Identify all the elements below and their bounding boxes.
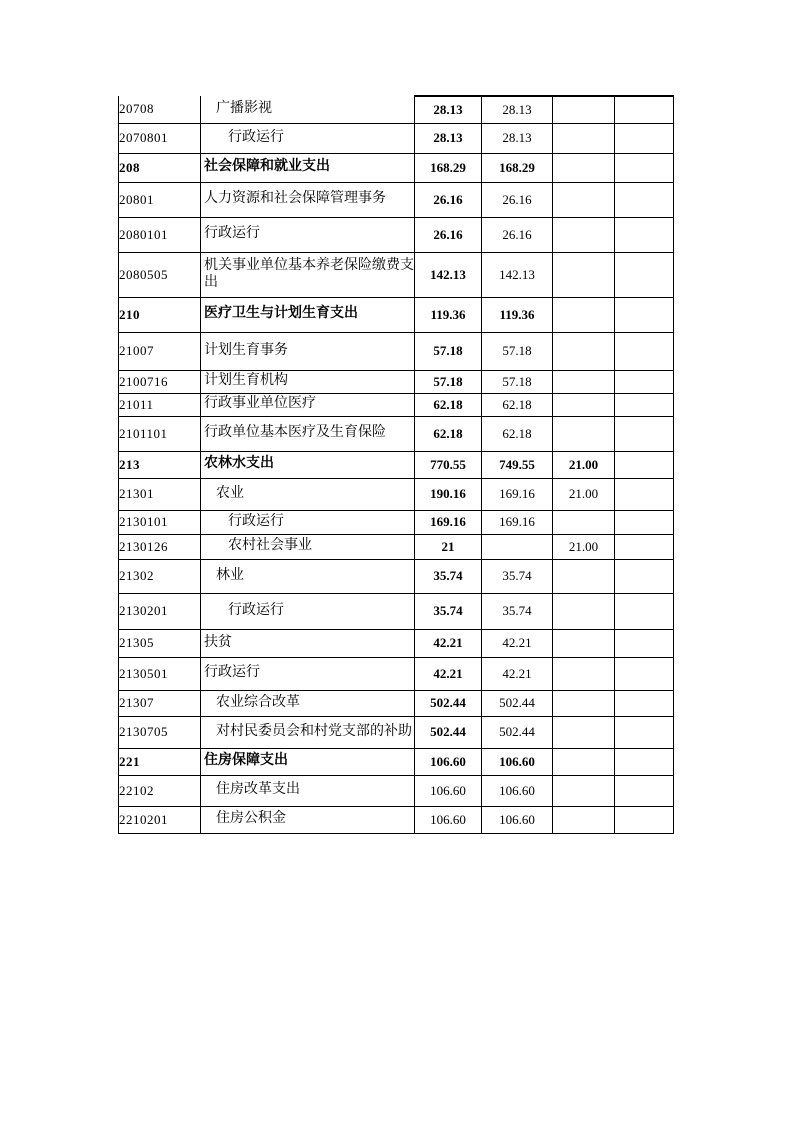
value-cell-4 xyxy=(615,451,674,478)
budget-expenditure-table xyxy=(118,95,674,834)
code-cell: 2070801 xyxy=(119,123,201,153)
table-row xyxy=(119,153,674,182)
value-cell-1: 106.60 xyxy=(415,775,482,806)
value-cell-4 xyxy=(615,182,674,217)
item-name-cell: 农业综合改革 xyxy=(201,690,415,716)
table-row xyxy=(119,370,674,393)
value-cell-2: 106.60 xyxy=(482,775,553,806)
value-cell-1: 106.60 xyxy=(415,806,482,833)
item-name-cell: 行政运行 xyxy=(201,657,415,690)
item-name-cell: 住房公积金 xyxy=(201,806,415,833)
code-cell: 20801 xyxy=(119,182,201,217)
table-row xyxy=(119,478,674,510)
code-cell: 2100716 xyxy=(119,370,201,393)
value-cell-2: 502.44 xyxy=(482,690,553,716)
item-name-cell: 行政事业单位医疗 xyxy=(201,393,415,416)
value-cell-1: 57.18 xyxy=(415,370,482,393)
table-row xyxy=(119,690,674,716)
item-name-cell: 人力资源和社会保障管理事务 xyxy=(201,182,415,217)
code-cell: 2130101 xyxy=(119,510,201,534)
item-name-cell: 住房改革支出 xyxy=(201,775,415,806)
value-cell-2: 57.18 xyxy=(482,370,553,393)
value-cell-3 xyxy=(553,416,615,451)
value-cell-3 xyxy=(553,657,615,690)
value-cell-4 xyxy=(615,393,674,416)
value-cell-4 xyxy=(615,593,674,629)
value-cell-2: 28.13 xyxy=(482,96,553,123)
value-cell-4 xyxy=(615,690,674,716)
value-cell-4 xyxy=(615,775,674,806)
value-cell-4 xyxy=(615,510,674,534)
value-cell-3 xyxy=(553,593,615,629)
value-cell-2: 26.16 xyxy=(482,217,553,252)
value-cell-1: 169.16 xyxy=(415,510,482,534)
value-cell-1: 26.16 xyxy=(415,217,482,252)
value-cell-4 xyxy=(615,657,674,690)
value-cell-1: 21 xyxy=(415,534,482,559)
table-row xyxy=(119,332,674,370)
value-cell-4 xyxy=(615,748,674,775)
value-cell-3 xyxy=(553,370,615,393)
value-cell-2: 168.29 xyxy=(482,153,553,182)
value-cell-1: 62.18 xyxy=(415,416,482,451)
table-row xyxy=(119,182,674,217)
value-cell-3 xyxy=(553,393,615,416)
value-cell-1: 42.21 xyxy=(415,657,482,690)
item-name-cell: 林业 xyxy=(201,559,415,593)
value-cell-3 xyxy=(553,690,615,716)
value-cell-4 xyxy=(615,416,674,451)
value-cell-1: 106.60 xyxy=(415,748,482,775)
code-cell: 2101101 xyxy=(119,416,201,451)
table-row xyxy=(119,123,674,153)
value-cell-3 xyxy=(553,123,615,153)
value-cell-1: 57.18 xyxy=(415,332,482,370)
item-name-cell: 计划生育机构 xyxy=(201,370,415,393)
item-name-cell: 农业 xyxy=(201,478,415,510)
value-cell-4 xyxy=(615,478,674,510)
value-cell-3: 21.00 xyxy=(553,451,615,478)
value-cell-2: 28.13 xyxy=(482,123,553,153)
code-cell: 2210201 xyxy=(119,806,201,833)
item-name-cell: 对村民委员会和村党支部的补助 xyxy=(201,716,415,748)
value-cell-3 xyxy=(553,332,615,370)
value-cell-3 xyxy=(553,96,615,123)
value-cell-2: 62.18 xyxy=(482,416,553,451)
value-cell-4 xyxy=(615,123,674,153)
value-cell-1: 190.16 xyxy=(415,478,482,510)
value-cell-2: 42.21 xyxy=(482,657,553,690)
value-cell-1: 28.13 xyxy=(415,96,482,123)
value-cell-4 xyxy=(615,96,674,123)
value-cell-2: 169.16 xyxy=(482,510,553,534)
table-row xyxy=(119,716,674,748)
value-cell-4 xyxy=(615,332,674,370)
value-cell-1: 119.36 xyxy=(415,297,482,332)
value-cell-2: 119.36 xyxy=(482,297,553,332)
value-cell-3 xyxy=(553,559,615,593)
item-name-cell: 计划生育事务 xyxy=(201,332,415,370)
code-cell: 21302 xyxy=(119,559,201,593)
table-row xyxy=(119,629,674,657)
budget-table-body xyxy=(119,96,674,833)
item-name-cell: 农村社会事业 xyxy=(201,534,415,559)
table-row xyxy=(119,806,674,833)
value-cell-3: 21.00 xyxy=(553,478,615,510)
value-cell-2: 35.74 xyxy=(482,593,553,629)
value-cell-2: 62.18 xyxy=(482,393,553,416)
value-cell-4 xyxy=(615,806,674,833)
item-name-cell: 行政单位基本医疗及生育保险 xyxy=(201,416,415,451)
item-name-cell: 扶贫 xyxy=(201,629,415,657)
value-cell-1: 42.21 xyxy=(415,629,482,657)
code-cell: 208 xyxy=(119,153,201,182)
code-cell: 2080101 xyxy=(119,217,201,252)
code-cell: 2130501 xyxy=(119,657,201,690)
value-cell-2: 142.13 xyxy=(482,252,553,297)
table-row xyxy=(119,657,674,690)
item-name-cell: 社会保障和就业支出 xyxy=(201,153,415,182)
value-cell-3 xyxy=(553,510,615,534)
item-name-cell: 农林水支出 xyxy=(201,451,415,478)
code-cell: 21305 xyxy=(119,629,201,657)
value-cell-1: 26.16 xyxy=(415,182,482,217)
value-cell-1: 142.13 xyxy=(415,252,482,297)
item-name-cell: 行政运行 xyxy=(201,593,415,629)
item-name-cell: 行政运行 xyxy=(201,217,415,252)
table-row xyxy=(119,217,674,252)
value-cell-4 xyxy=(615,217,674,252)
value-cell-3 xyxy=(553,806,615,833)
value-cell-4 xyxy=(615,629,674,657)
value-cell-3 xyxy=(553,217,615,252)
value-cell-4 xyxy=(615,297,674,332)
code-cell: 221 xyxy=(119,748,201,775)
code-cell: 21307 xyxy=(119,690,201,716)
value-cell-3 xyxy=(553,297,615,332)
code-cell: 21007 xyxy=(119,332,201,370)
table-row xyxy=(119,393,674,416)
code-cell: 22102 xyxy=(119,775,201,806)
value-cell-2: 106.60 xyxy=(482,748,553,775)
value-cell-1: 770.55 xyxy=(415,451,482,478)
value-cell-1: 502.44 xyxy=(415,716,482,748)
item-name-cell: 行政运行 xyxy=(201,123,415,153)
item-name-cell: 机关事业单位基本养老保险缴费支出 xyxy=(201,252,415,297)
value-cell-4 xyxy=(615,534,674,559)
value-cell-2: 26.16 xyxy=(482,182,553,217)
value-cell-2: 42.21 xyxy=(482,629,553,657)
item-name-cell: 行政运行 xyxy=(201,510,415,534)
value-cell-2: 502.44 xyxy=(482,716,553,748)
value-cell-2 xyxy=(482,534,553,559)
value-cell-3: 21.00 xyxy=(553,534,615,559)
table-row xyxy=(119,451,674,478)
value-cell-4 xyxy=(615,370,674,393)
table-row xyxy=(119,297,674,332)
code-cell: 2130705 xyxy=(119,716,201,748)
value-cell-1: 35.74 xyxy=(415,593,482,629)
item-name-cell: 住房保障支出 xyxy=(201,748,415,775)
table-row xyxy=(119,534,674,559)
value-cell-4 xyxy=(615,559,674,593)
table-row xyxy=(119,96,674,123)
code-cell: 2130126 xyxy=(119,534,201,559)
table-row xyxy=(119,252,674,297)
value-cell-2: 169.16 xyxy=(482,478,553,510)
code-cell: 21301 xyxy=(119,478,201,510)
value-cell-2: 749.55 xyxy=(482,451,553,478)
table-row xyxy=(119,593,674,629)
item-name-cell: 医疗卫生与计划生育支出 xyxy=(201,297,415,332)
value-cell-3 xyxy=(553,182,615,217)
value-cell-1: 35.74 xyxy=(415,559,482,593)
value-cell-3 xyxy=(553,748,615,775)
table-row xyxy=(119,559,674,593)
value-cell-4 xyxy=(615,153,674,182)
value-cell-2: 35.74 xyxy=(482,559,553,593)
table-row xyxy=(119,416,674,451)
value-cell-2: 57.18 xyxy=(482,332,553,370)
code-cell: 210 xyxy=(119,297,201,332)
table-row xyxy=(119,748,674,775)
table-row xyxy=(119,510,674,534)
code-cell: 213 xyxy=(119,451,201,478)
value-cell-1: 502.44 xyxy=(415,690,482,716)
code-cell: 20708 xyxy=(119,96,201,123)
value-cell-1: 62.18 xyxy=(415,393,482,416)
value-cell-1: 28.13 xyxy=(415,123,482,153)
item-name-cell: 广播影视 xyxy=(201,96,415,123)
value-cell-3 xyxy=(553,716,615,748)
value-cell-2: 106.60 xyxy=(482,806,553,833)
value-cell-3 xyxy=(553,775,615,806)
code-cell: 2130201 xyxy=(119,593,201,629)
table-row xyxy=(119,775,674,806)
value-cell-4 xyxy=(615,252,674,297)
code-cell: 2080505 xyxy=(119,252,201,297)
value-cell-4 xyxy=(615,716,674,748)
code-cell: 21011 xyxy=(119,393,201,416)
value-cell-3 xyxy=(553,153,615,182)
value-cell-3 xyxy=(553,252,615,297)
value-cell-1: 168.29 xyxy=(415,153,482,182)
value-cell-3 xyxy=(553,629,615,657)
